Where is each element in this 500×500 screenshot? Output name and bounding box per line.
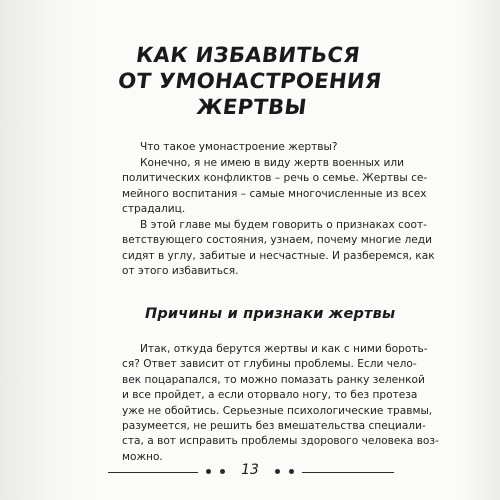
text-line: сидят в углу, забитые и несчастные. И разберемся, как [122,249,435,262]
footer-dot [220,469,225,474]
text-line: мейного воспитания – самые многочисленные из всех [122,187,427,200]
footer-dot [206,469,211,474]
chapter-title-line: ОТ УМОНАСТРОЕНИЯ [117,69,383,93]
section-paragraph [122,342,439,465]
intro-paragraph [122,156,428,218]
footer-rule-left [108,472,198,473]
text-line: уже не обойтись. Серьезные психологические травмы, [122,404,433,417]
footer-dot [289,469,294,474]
section-heading: Причины и признаки жертвы [145,306,396,322]
intro-paragraph [122,140,394,155]
text-line: разумеется, не решить без вмешательства специали- [122,420,426,433]
text-line: век поцарапался, то можно помазать ранку зеленкой [122,373,425,386]
chapter-title [97,42,402,120]
page-edge-shadow [460,0,500,500]
text-line: ся? Ответ зависит от глубины проблемы. Если чело- [122,358,417,371]
footer-rule-right [302,472,394,473]
text-line: В этой главе мы будем говорить о признаках соот- [140,219,427,231]
text-line: ветствующего состояния, узнаем, почему многие леди [122,234,432,247]
page-number: 13 [241,462,259,478]
intro-paragraph [122,218,435,280]
text-line: от этого избавиться. [122,265,239,278]
text-line: политических конфликтов – речь о семье. Жертвы се- [122,172,428,185]
spine-shadow [0,0,95,500]
text-line: можно. [122,450,163,463]
chapter-title-line: КАК ИЗБАВИТЬСЯ [135,43,361,67]
text-line: ста, а вот исправить проблемы здорового человека воз- [122,435,439,448]
text-line: и все пройдет, а если оторвало ногу, то без протеза [122,389,418,402]
text-line: Что такое умонастроение жертвы? [140,141,338,153]
text-line: Итак, откуда берутся жертвы и как с ними бороть- [140,343,428,355]
footer-dot [275,469,280,474]
chapter-title-line: ЖЕРТВЫ [196,95,308,119]
text-line: Конечно, я не имею в виду жертв военных или [140,157,404,169]
text-line: страдалиц. [122,203,186,216]
